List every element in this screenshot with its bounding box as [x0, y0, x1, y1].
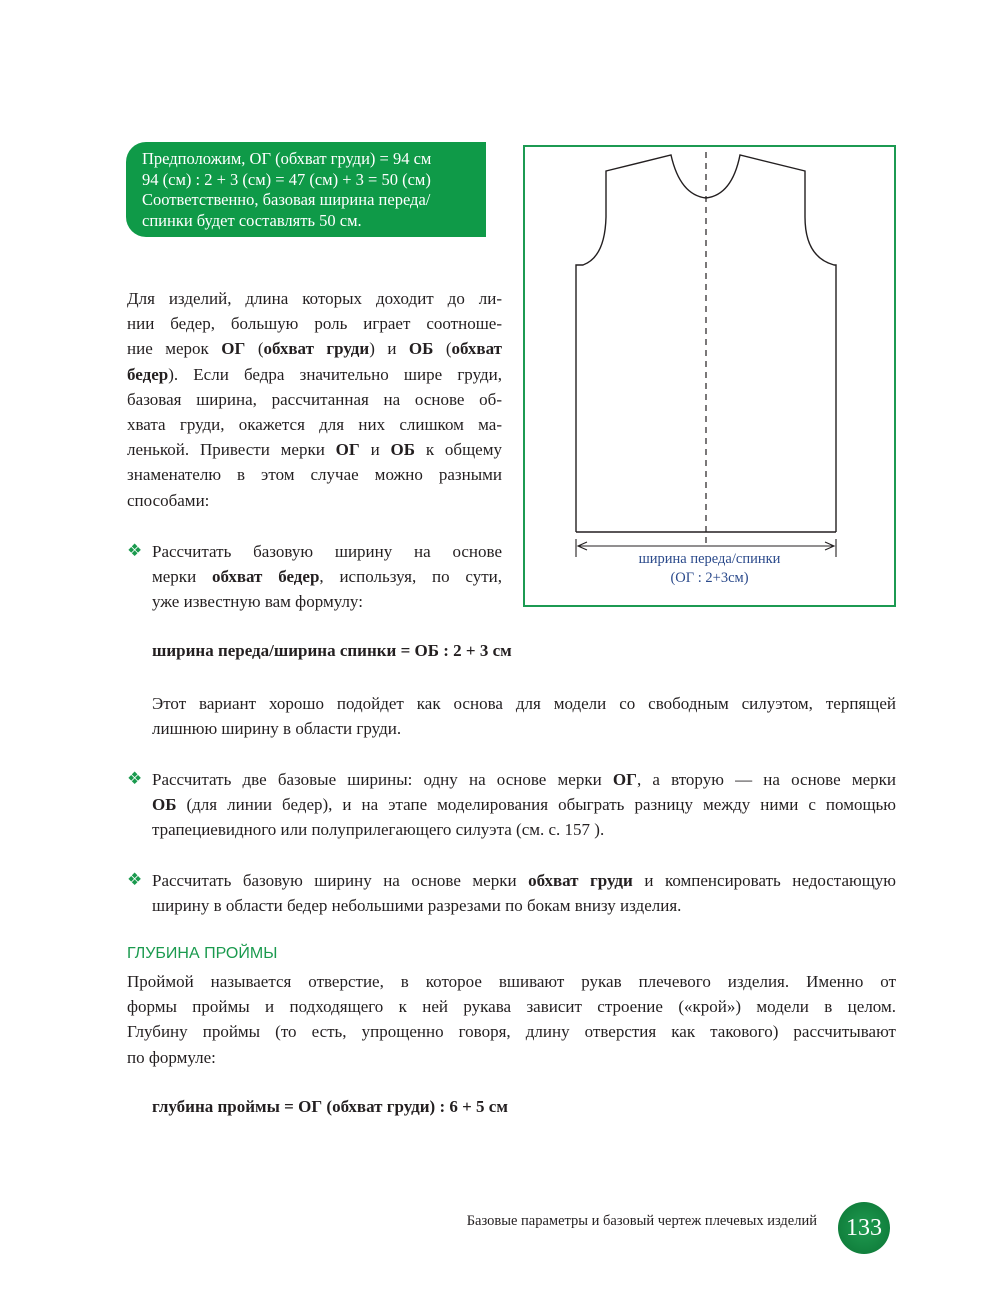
- diamond-bullet-icon: ❖: [127, 870, 143, 889]
- example-line-1: Предположим, ОГ (обхват груди) = 94 см: [142, 149, 432, 168]
- text-line: Для изделий, длина которых доходит до ли-: [127, 289, 502, 308]
- diamond-bullet-icon: ❖: [127, 541, 143, 560]
- page-number: 133: [838, 1202, 890, 1254]
- text-line: Рассчитать базовую ширину на основе: [152, 542, 502, 561]
- text-line: ленькой. Привести мерки ОГ и ОБ к общему: [127, 440, 502, 460]
- figure-caption-width: ширина переда/спинки: [638, 551, 781, 567]
- bodice-pattern-drawing: [525, 147, 898, 609]
- text-line: Рассчитать базовую ширину на основе мерки обхват груди и компенсировать недостающую: [152, 871, 896, 890]
- example-line-4: спинки будет составлять 50 см.: [142, 210, 362, 230]
- text-line: лишнюю ширину в области груди.: [152, 719, 402, 739]
- example-callout: [126, 142, 486, 237]
- formula-width: ширина переда/ширина спинки = ОБ : 2 + 3 см: [152, 641, 512, 660]
- bullet-item-2: [152, 767, 896, 843]
- bullet-item-3: [152, 868, 896, 918]
- figure-caption-formula: (ОГ : 2+3см): [670, 570, 749, 586]
- text-line: хвата груди, окажется для них слишком ма-: [127, 414, 502, 434]
- text-line: Глубину проймы (то есть, упрощенно говоря, длину отверстия как такового) рассчитывают: [127, 1022, 896, 1042]
- example-line-3: Соответственно, базовая ширина переда/: [142, 190, 431, 209]
- text-line: Рассчитать две базовые ширины: одну на основе мерки ОГ, а вторую — на основе мерки: [152, 770, 896, 789]
- text-line: Этот вариант хорошо подойдет как основа для модели со свободным силуэтом, терпящей: [152, 694, 896, 713]
- text-line: базовая ширина, рассчитанная на основе об-: [127, 389, 502, 409]
- formula-armhole-depth: глубина проймы = ОГ (обхват груди) : 6 + 5 см: [152, 1097, 508, 1116]
- text-line: нии бедер, большую роль играет соотноше-: [127, 314, 502, 334]
- note-paragraph: [152, 691, 896, 741]
- text-line: формы проймы и подходящего к ней рукава зависит строение («крой») модели в целом.: [127, 997, 896, 1017]
- text-line: способами:: [127, 490, 210, 510]
- text-line: трапециевидного или полуприлегающего силуэта (см. с. 157 ).: [152, 820, 605, 840]
- text-line: Проймой называется отверстие, в которое вшивают рукав плечевого изделия. Именно от: [127, 972, 896, 991]
- text-line: мерки обхват бедер, используя, по сути,: [152, 567, 502, 587]
- intro-paragraph: [127, 286, 502, 513]
- text-line: бедер). Если бедра значительно шире груди,: [127, 364, 502, 384]
- section-heading: ГЛУБИНА ПРОЙМЫ: [127, 945, 278, 962]
- example-line-2: 94 (см) : 2 + 3 (см) = 47 (см) + 3 = 50 (см): [142, 169, 431, 189]
- running-title: Базовые параметры и базовый чертеж плечевых изделий: [466, 1213, 817, 1229]
- pattern-figure: [523, 145, 896, 607]
- bullet-item-1: [152, 539, 502, 615]
- text-line: знаменателю в этом случае можно разными: [127, 465, 502, 485]
- section-paragraph: [127, 969, 896, 1070]
- text-line: ОБ (для линии бедер), и на этапе моделирования обыграть разницу между ними с помощью: [152, 795, 896, 815]
- diamond-bullet-icon: ❖: [127, 769, 143, 788]
- text-line: по формуле:: [127, 1047, 216, 1067]
- text-line: ние мерок ОГ (обхват груди) и ОБ (обхват: [127, 339, 502, 359]
- text-line: уже известную вам формулу:: [152, 592, 363, 612]
- text-line: ширину в области бедер небольшими разрезами по бокам внизу изделия.: [152, 896, 682, 916]
